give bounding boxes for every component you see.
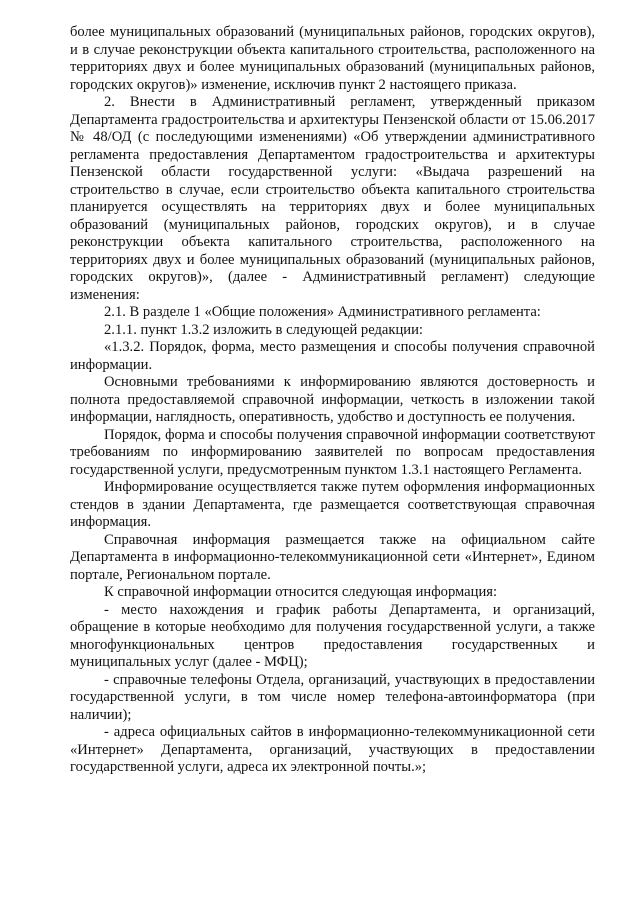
paragraph-item-2-1: 2.1. В разделе 1 «Общие положения» Административного регламента: [104,304,541,320]
paragraph-procedure: Порядок, форма и способы получения справочной информации соответствуют требованиям по информированию заявителей по вопросам предоставления государственной услуги, предусмотренным пунктом 1.3.1 настоящего Регламента. [70,426,595,478]
paragraph-item-2-1-1: 2.1.1. пункт 1.3.2 изложить в следующей редакции: [104,321,423,338]
paragraph-website: Справочная информация размещается также на официальном сайте Департамента в информационно-телекоммуникационной сети «Интернет», Едином портале, Региональном портале. [70,531,595,583]
list-item-websites: - адреса официальных сайтов в информационно-телекоммуникационной сети «Интернет» Департамента, организаций, участвующих в предоставлении государственной услуги, адреса их электронной почты.»; [70,724,595,775]
list-item-phones: - справочные телефоны Отдела, организаций, участвующих в предоставлении государственной услуги, в том числе номер телефона-автоинформатора (при наличии); [70,671,595,723]
paragraph-requirements: Основными требованиями к информированию являются достоверность и полнота предоставляемой справочной информации, четкость в изложении такой информации, наглядность, оперативность, удобство и доступность ее получения. [70,374,595,425]
list-item-location: - место нахождения и график работы Департамента, и организаций, обращение в которые необходимо для получения государственной услуги, а также многофункциональных центров предоставления государственных и муниципальных услуг (далее - МФЦ); [70,601,595,670]
paragraph-item-2: 2. Внести в Административный регламент, утвержденный приказом Департамента градостроительства и архитектуры Пензенской области от 15.06.2017 № 48/ОД (с последующими изменениями) «Об утверждении административного регламента предоставления Департаментом градостроительства и архитектуры Пензенской области государственной услуги: «Выдача разрешений на строительство в случае, если строительство объекта капитального строительства планируется осуществлять на территориях двух и более муниципальных образований (муниципальных районов, городских округов), и в случае реконструкции объекта капитального строительства, расположенного на территориях двух и более муниципальных образований (муниципальных районов, городских округов)», (далее - Административный регламент) следующие изменения: [70,94,595,303]
paragraph-item-1-3-2: «1.3.2. Порядок, форма, место размещения и способы получения справочной информации. [70,339,595,373]
paragraph-continuation: более муниципальных образований (муниципальных районов, городских округов), и в случае реконструкции объекта капитального строительства, расположенного на территориях двух и более муниципальных образований (муниципальных районов, городских округов)» изменение, исключив пункт 2 настоящего приказа. [70,24,595,93]
document-page [70,24,595,777]
paragraph-info-list-intro: К справочной информации относится следующая информация: [104,584,498,600]
paragraph-stands: Информирование осуществляется также путем оформления информационных стендов в здании Департамента, где размещается соответствующая справочная информация. [70,479,595,530]
